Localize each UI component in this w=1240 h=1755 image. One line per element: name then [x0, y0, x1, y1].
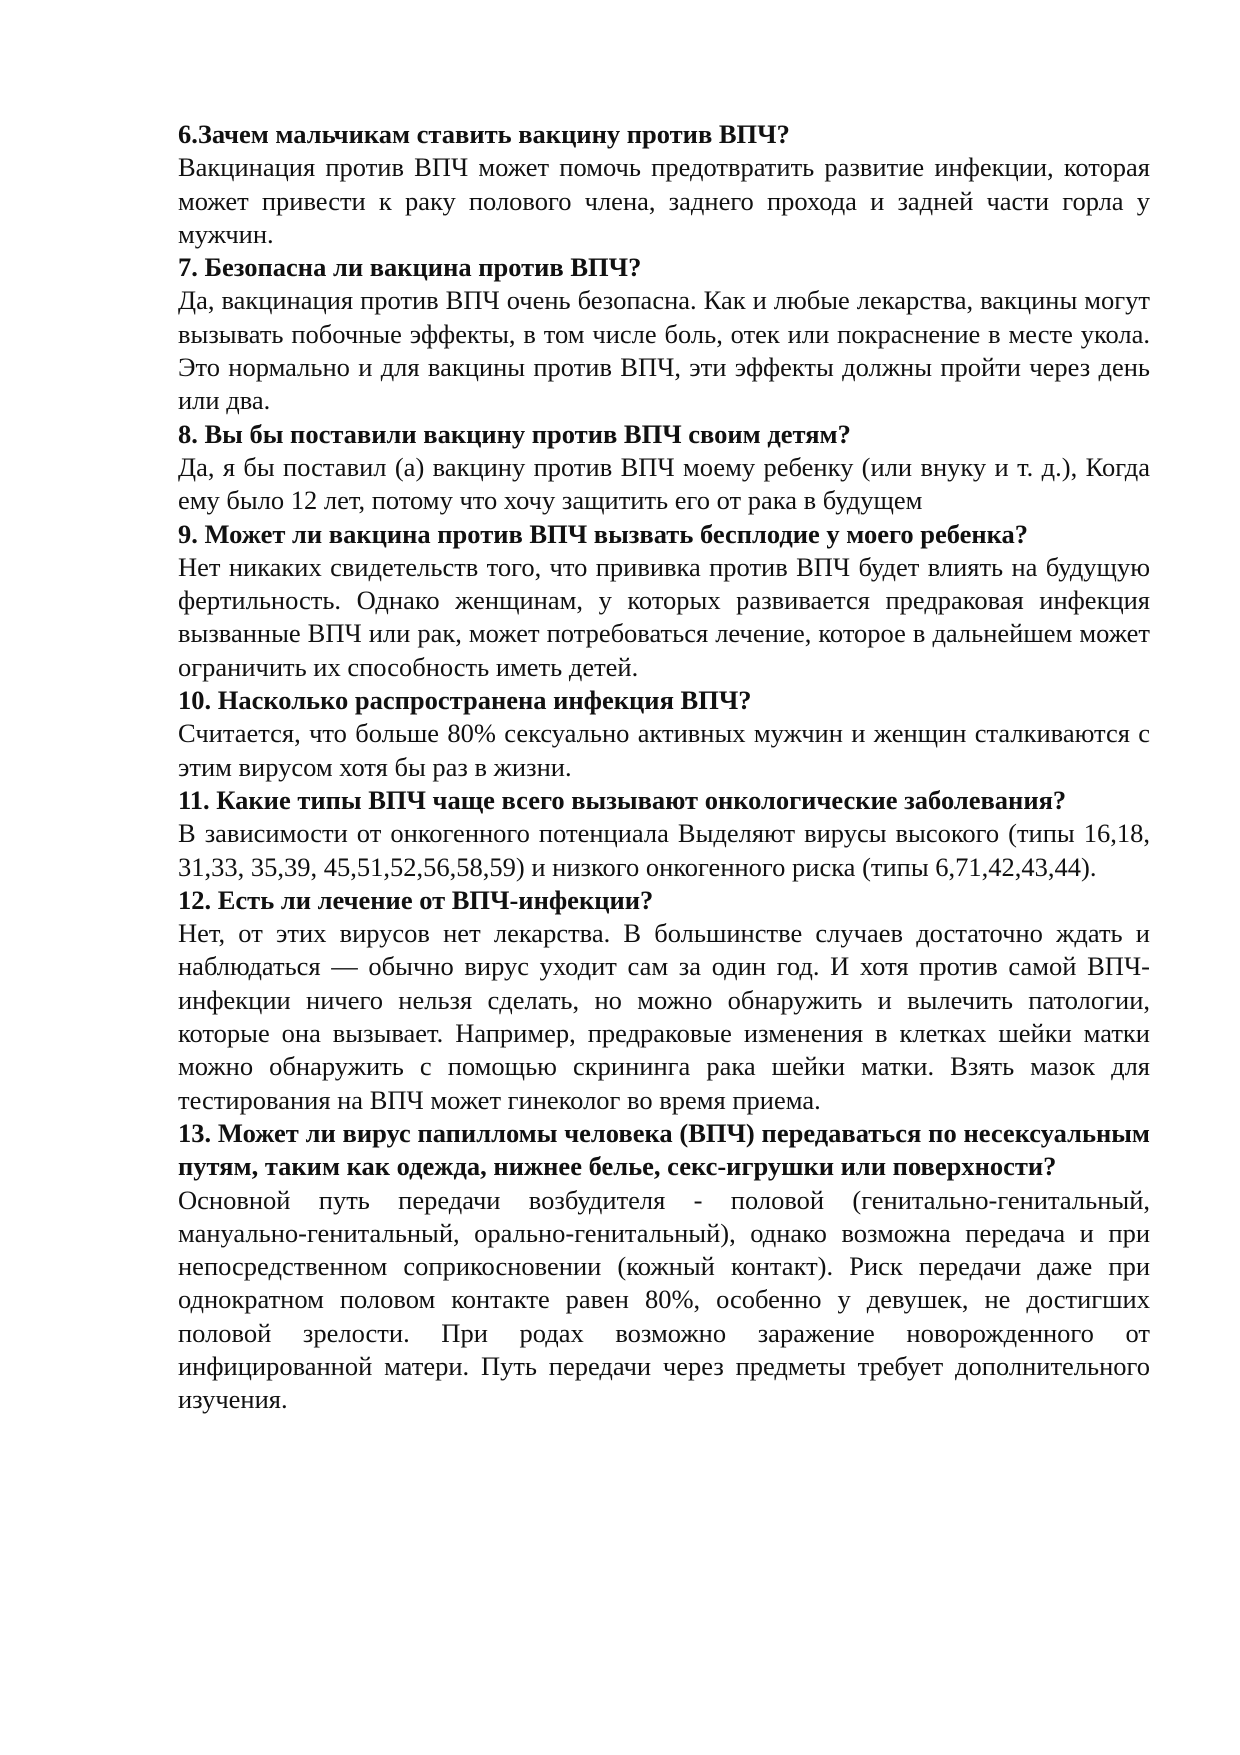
- faq-item-7: [178, 251, 1150, 417]
- faq-item-12: [178, 884, 1150, 1117]
- faq-item-10: [178, 684, 1150, 784]
- faq-item-13: [178, 1117, 1150, 1417]
- answer-text: Да, я бы поставил (а) вакцину против ВПЧ моему ребенку (или внуку и т. д.), Когда ему было 12 лет, потому что хочу защитить его от рака в будущем: [178, 451, 1150, 516]
- document-page: [178, 118, 1150, 1417]
- question-heading: 7. Безопасна ли вакцина против ВПЧ?: [178, 252, 642, 283]
- faq-item-6: [178, 118, 1150, 251]
- answer-text: Вакцинация против ВПЧ может помочь предотвратить развитие инфекции, которая может привести к раку полового члена, заднего прохода и задней части горла у мужчин.: [178, 152, 1150, 249]
- question-heading: 12. Есть ли лечение от ВПЧ-инфекции?: [178, 884, 654, 915]
- answer-text: Нет никаких свидетельств того, что прививка против ВПЧ будет влиять на будущую фертильность. Однако женщинам, у которых развивается предраковая инфекция вызванные ВПЧ или рак, может потребоваться лечение, которое в дальнейшем может ограничить их способность иметь детей.: [178, 551, 1150, 682]
- faq-item-11: [178, 784, 1150, 884]
- question-heading: 13. Может ли вирус папилломы человека (ВПЧ) передаваться по несексуальным путям, таким как одежда, нижнее белье, секс-игрушки или поверхности?: [178, 1117, 1150, 1182]
- answer-text: Считается, что больше 80% сексуально активных мужчин и женщин сталкиваются с этим вирусом хотя бы раз в жизни.: [178, 718, 1150, 782]
- faq-item-8: [178, 418, 1150, 518]
- question-heading: 8. Вы бы поставили вакцину против ВПЧ своим детям?: [178, 418, 851, 449]
- answer-text: Да, вакцинация против ВПЧ очень безопасна. Как и любые лекарства, вакцины могут вызывать побочные эффекты, в том числе боль, отек или покраснение в месте укола. Это нормально и для вакцины против ВПЧ, эти эффекты должны пройти через день или два.: [178, 285, 1150, 416]
- question-heading: 11. Какие типы ВПЧ чаще всего вызывают онкологические заболевания?: [178, 784, 1067, 815]
- question-heading: 9. Может ли вакцина против ВПЧ вызвать бесплодие у моего ребенка?: [178, 518, 1029, 549]
- answer-text: Основной путь передачи возбудителя - половой (генитально-генитальный, мануально-генитальный, орально-генитальный), однако возможна передача и при непосредственном соприкосновении (кожный контакт). Риск передачи даже при однократном половом контакте равен 80%, особенно у девушек, не достигших половой зрелости. При родах возможно заражение новорожденного от инфицированной матери. Путь передачи через предметы требует дополнительного изучения.: [178, 1184, 1150, 1415]
- question-heading: 10. Насколько распространена инфекция ВПЧ?: [178, 685, 752, 716]
- question-heading: 6.Зачем мальчикам ставить вакцину против ВПЧ?: [178, 119, 790, 149]
- answer-text: Нет, от этих вирусов нет лекарства. В большинстве случаев достаточно ждать и наблюдаться — обычно вирус уходит сам за один год. И хотя против самой ВПЧ-инфекции ничего нельзя сделать, но можно обнаружить и вылечить патологии, которые она вызывает. Например, предраковые изменения в клетках шейки матки можно обнаружить с помощью скрининга рака шейки матки. Взять мазок для тестирования на ВПЧ может гинеколог во время приема.: [178, 918, 1150, 1115]
- faq-item-9: [178, 518, 1150, 684]
- answer-text: В зависимости от онкогенного потенциала Выделяют вирусы высокого (типы 16,18, 31,33, 35,39, 45,51,52,56,58,59) и низкого онкогенного риска (типы 6,71,42,43,44).: [178, 818, 1150, 882]
